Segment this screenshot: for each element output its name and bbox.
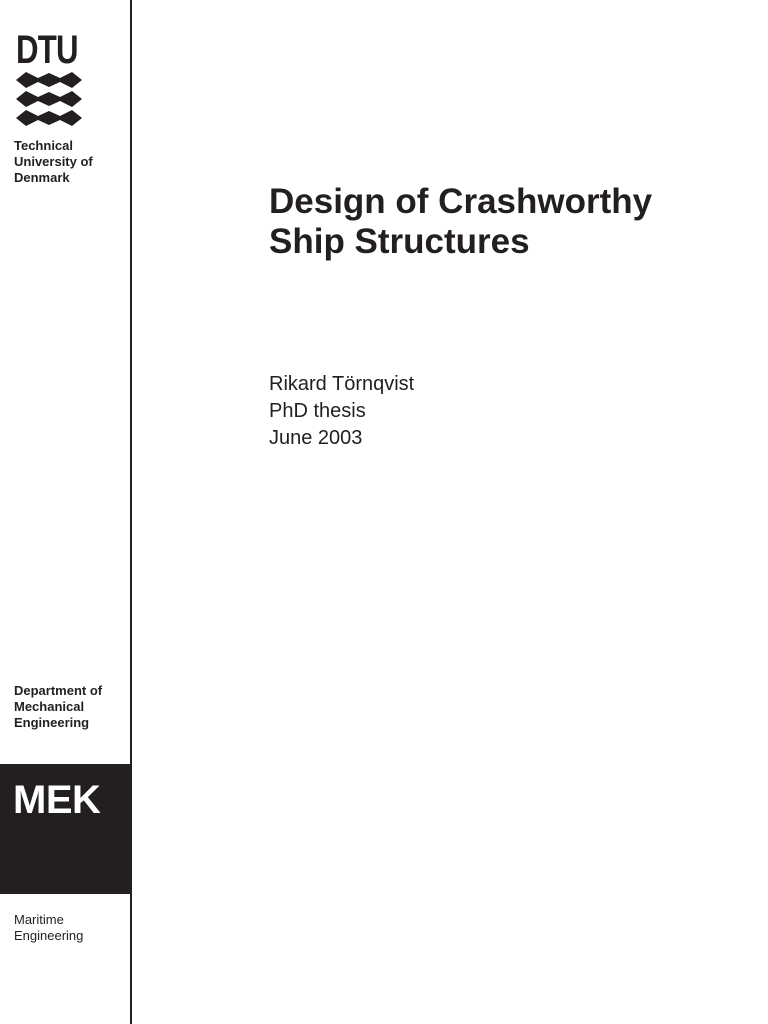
dtu-logo-text: DTU	[16, 28, 78, 72]
university-name-line: Denmark	[14, 170, 70, 185]
department-name-line: Mechanical	[14, 699, 85, 714]
university-name-line: Technical	[14, 138, 74, 153]
publication-date: June 2003	[269, 427, 363, 449]
dtu-logo	[14, 30, 84, 126]
section-name	[14, 912, 83, 944]
department-name-line: Department of	[14, 683, 103, 698]
department-code: MEK	[13, 778, 101, 822]
thesis-title-line: Design of Crashworthy	[269, 182, 653, 221]
thesis-title	[269, 182, 749, 262]
cover-sidebar	[0, 0, 132, 1024]
department-name	[14, 683, 102, 731]
thesis-title-line: Ship Structures	[269, 222, 530, 261]
author-name: Rikard Törnqvist	[269, 373, 415, 395]
department-name-line: Engineering	[14, 715, 90, 730]
thesis-meta	[269, 371, 414, 452]
department-code-block	[0, 764, 130, 894]
dtu-wave-logo-icon	[14, 72, 84, 126]
degree-type: PhD thesis	[269, 400, 366, 422]
section-name-line: Engineering	[14, 928, 84, 943]
section-name-line: Maritime	[14, 912, 64, 927]
university-name-line: University of	[14, 154, 93, 169]
university-name	[14, 138, 93, 186]
